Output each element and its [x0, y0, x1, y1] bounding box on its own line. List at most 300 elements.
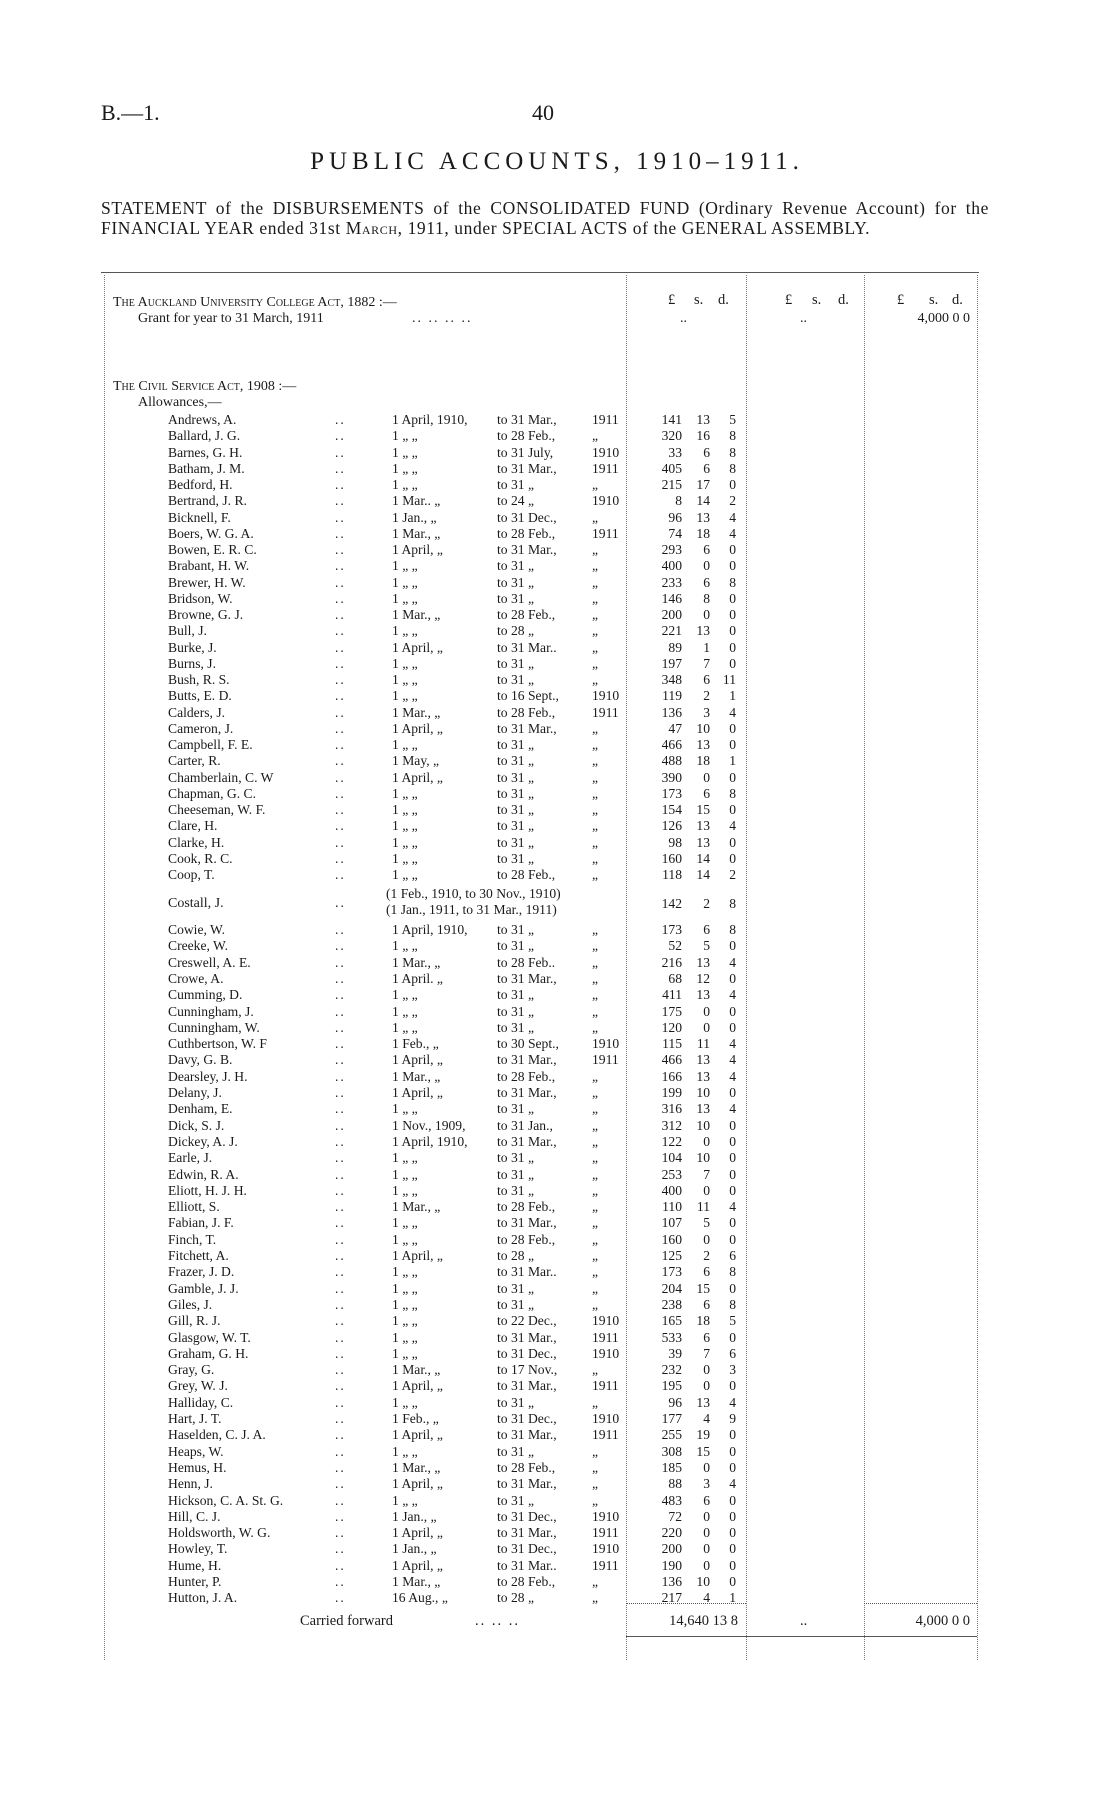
row-pence: 0 [729, 1133, 736, 1149]
row-name: Burke, J. [168, 639, 217, 655]
leader-dots: .. [335, 607, 346, 622]
row-name: Ballard, J. G. [168, 428, 241, 444]
row-pence: 2 [729, 493, 736, 509]
row-from-date: 1 Jan., „ [392, 509, 437, 525]
leader-dots: .. [335, 970, 346, 986]
row-shillings: 6 [703, 444, 710, 460]
row-pounds: 411 [662, 987, 682, 1003]
row-year: „ [592, 590, 599, 606]
row-year: „ [592, 1492, 599, 1508]
row-year: 1910 [592, 493, 620, 509]
row-pounds: 160 [661, 1231, 682, 1247]
row-shillings: 19 [696, 1427, 710, 1443]
row-from-date: 1 „ „ [392, 655, 418, 671]
row-from-date: 1 April, „ [392, 1085, 443, 1100]
row-name: Graham, G. H. [168, 1345, 249, 1361]
row-year: „ [592, 834, 599, 850]
row-shillings: 11 [696, 1199, 710, 1215]
row-shillings: 6 [703, 672, 710, 687]
row-year: „ [592, 922, 599, 937]
pound-heading: £ [668, 292, 676, 308]
table-row [0, 640, 1114, 656]
leader-dots: .. [335, 1003, 346, 1019]
leader-dots: .. [335, 1117, 346, 1133]
row-from-date: 16 Aug., „ [392, 1590, 448, 1606]
row-name: Hume, H. [168, 1557, 222, 1573]
row-to-date: to 31 Mar., [497, 1427, 557, 1443]
row-from-date: 1 April, „ [392, 1557, 443, 1573]
table-row [0, 1541, 1114, 1557]
table-row [0, 971, 1114, 987]
row-pounds: 68 [668, 970, 682, 986]
row-to-date: to 28 Feb., [497, 525, 556, 541]
row-name: Edwin, R. A. [168, 1166, 239, 1182]
row-to-date: to 31 Mar., [497, 1085, 557, 1100]
row-year: „ [592, 672, 599, 687]
row-name: Denham, E. [168, 1101, 233, 1117]
leader-dots: .. [335, 1492, 346, 1508]
row-pence: 4 [729, 1052, 736, 1068]
grant-label: Grant for year to 31 March, 1911 [138, 311, 324, 326]
row-year: „ [592, 1019, 599, 1035]
row-shillings: 6 [703, 1296, 710, 1312]
table-row [0, 1362, 1114, 1378]
row-year: 1911 [592, 1378, 619, 1394]
leader-dots: .. .. .. [475, 1613, 520, 1629]
row-year: „ [592, 639, 599, 655]
row-pounds: 533 [661, 1329, 682, 1345]
row-to-date: to 28 Feb., [497, 704, 556, 720]
row-pence: 0 [729, 477, 736, 492]
row-to-date: to 31 „ [497, 655, 534, 671]
row-year: „ [592, 1133, 599, 1149]
row-from-date: 1 „ „ [392, 1345, 418, 1361]
statement-heading [101, 198, 989, 238]
row-pence: 0 [729, 1117, 736, 1133]
row-year: „ [592, 509, 599, 525]
row-pence: 0 [729, 1525, 736, 1541]
row-from-date: 1 „ „ [392, 1019, 418, 1035]
table-row [0, 477, 1114, 493]
leader-dots: .. [335, 769, 346, 785]
leader-dots: .. [335, 867, 346, 882]
row-shillings: 14 [696, 850, 710, 866]
row-from-date: 1 „ „ [392, 1329, 418, 1345]
row-year: 1911 [592, 1525, 619, 1541]
row-name: Frazer, J. D. [168, 1264, 235, 1280]
row-year: „ [592, 1264, 599, 1280]
row-name: Heaps, W. [168, 1443, 224, 1459]
row-shillings: 0 [703, 1231, 710, 1247]
row-pounds: 141 [661, 412, 682, 427]
row-from-date: 1 April, 1910, [392, 1133, 468, 1149]
table-row [0, 1574, 1114, 1590]
row-name: Henn, J. [168, 1476, 213, 1492]
row-to-date: to 31 Dec., [497, 509, 557, 525]
row-from-date: 1 Mar.. „ [392, 493, 441, 509]
row-from-date: 1 „ „ [392, 688, 418, 704]
statement-word: CONSOLIDATED FUND [490, 198, 690, 218]
row-name: Barnes, G. H. [168, 444, 243, 460]
pence-heading: d. [838, 292, 849, 308]
row-to-date: to 31 „ [497, 1101, 534, 1117]
row-shillings: 0 [703, 1508, 710, 1524]
row-from-date: 1 Mar., „ [392, 607, 441, 622]
row-shillings: 16 [696, 428, 710, 444]
table-row [0, 1069, 1114, 1085]
row-from-date: 1 April, „ [392, 769, 443, 785]
row-shillings: 1 [703, 639, 710, 655]
table-row [0, 938, 1114, 954]
row-year: „ [592, 720, 599, 736]
row-from-date: 1 April, „ [392, 1427, 443, 1443]
row-to-date: to 31 Mar., [497, 1052, 557, 1068]
row-to-date: to 28 Feb., [497, 428, 556, 444]
page-reference: B.—1. [101, 100, 160, 125]
row-to-date: to 31 Dec., [497, 1541, 557, 1557]
leader-dots: .. [335, 1525, 346, 1541]
row-pounds: 216 [661, 954, 682, 970]
row-from-date: 1 „ „ [392, 850, 418, 866]
row-year: „ [592, 428, 599, 444]
row-shillings: 2 [703, 1248, 710, 1263]
row-name: Andrews, A. [168, 412, 237, 427]
row-shillings: 0 [703, 1182, 710, 1198]
row-pence: 0 [729, 655, 736, 671]
row-name: Brabant, H. W. [168, 558, 250, 574]
row-shillings: 13 [696, 987, 710, 1003]
leader-dots: .. [335, 802, 346, 817]
table-row [0, 1150, 1114, 1166]
row-name: Bicknell, F. [168, 509, 231, 525]
row-pence: 8 [729, 428, 736, 444]
table-row [0, 1183, 1114, 1199]
table-row [0, 1590, 1114, 1606]
row-name: Cuthbertson, W. F [168, 1036, 267, 1052]
row-name: Elliott, S. [168, 1199, 220, 1215]
table-row [0, 1509, 1114, 1525]
row-pounds: 405 [661, 460, 682, 476]
table-row [0, 1427, 1114, 1443]
table-row [0, 753, 1114, 769]
row-name: Hickson, C. A. St. G. [168, 1492, 284, 1508]
row-pence: 0 [729, 1166, 736, 1182]
row-year: „ [592, 1101, 599, 1117]
row-shillings: 0 [703, 558, 710, 574]
section-subheading: Allowances,— [138, 395, 222, 410]
row-shillings: 10 [696, 1085, 710, 1100]
row-pounds: 483 [661, 1492, 682, 1508]
row-shillings: 0 [703, 1019, 710, 1035]
leader-dots: .. [335, 737, 346, 752]
row-year: „ [592, 1150, 599, 1166]
row-year: „ [592, 1362, 599, 1378]
row-pence: 0 [729, 720, 736, 736]
leader-dots: .. [335, 785, 346, 801]
row-from-date: 1 April. „ [392, 970, 443, 986]
leader-dots: .. [335, 818, 346, 834]
table-row [0, 1395, 1114, 1411]
row-name: Bull, J. [168, 623, 207, 639]
row-pence: 4 [729, 1199, 736, 1215]
row-year: 1910 [592, 688, 620, 704]
row-pence: 0 [729, 1459, 736, 1475]
row-name: Boers, W. G. A. [168, 525, 254, 541]
row-pence: 0 [729, 1150, 736, 1166]
row-pence: 0 [729, 1329, 736, 1345]
row-year: „ [592, 850, 599, 866]
row-shillings: 6 [703, 574, 710, 590]
row-name: Hunter, P. [168, 1574, 222, 1589]
row-pounds: 293 [661, 542, 682, 557]
table-row [0, 623, 1114, 639]
row-year: „ [592, 737, 599, 752]
row-shillings: 8 [703, 590, 710, 606]
row-from-date: 1 „ „ [392, 1280, 418, 1296]
row-year: „ [592, 1443, 599, 1459]
row-shillings: 14 [696, 867, 710, 882]
row-from-date: 1 „ „ [392, 1150, 418, 1166]
table-row [0, 1346, 1114, 1362]
row-from-date: 1 „ „ [392, 1101, 418, 1117]
row-pence: 4 [729, 1394, 736, 1410]
row-from-date: 1 Mar., „ [392, 954, 441, 970]
statement-word: of the [424, 198, 491, 218]
row-year: 1911 [592, 1557, 619, 1573]
row-pounds: 160 [661, 850, 682, 866]
row-shillings: 4 [703, 1590, 710, 1606]
row-pounds: 33 [668, 444, 682, 460]
row-to-date: to 31 July, [497, 444, 554, 460]
row-from-date: 1 „ „ [392, 590, 418, 606]
row-pence: 0 [729, 834, 736, 850]
row-year: „ [592, 1574, 599, 1589]
row-year: „ [592, 785, 599, 801]
table-row [0, 461, 1114, 477]
row-pounds: 221 [661, 623, 682, 639]
act-heading: The Civil Service Act, 1908 :— [113, 379, 297, 394]
table-row [0, 1036, 1114, 1052]
row-from-date: 1 „ „ [392, 672, 418, 687]
row-pence: 5 [729, 412, 736, 427]
row-pence: 4 [729, 525, 736, 541]
row-pounds: 88 [668, 1476, 682, 1492]
row-to-date: to 31 „ [497, 850, 534, 866]
row-name: Bush, R. S. [168, 672, 230, 687]
leader-dots: .. [335, 672, 346, 687]
row-from-date: 1 „ „ [392, 1313, 418, 1329]
row-year: „ [592, 970, 599, 986]
act-heading: The Auckland University College Act, 1882 :— [113, 295, 397, 310]
row-pounds: 238 [661, 1296, 682, 1312]
row-name: Browne, G. J. [168, 607, 244, 622]
row-pounds: 312 [661, 1117, 682, 1133]
table-top-rule [101, 272, 979, 273]
row-shillings: 6 [703, 542, 710, 557]
row-name: Clare, H. [168, 818, 218, 834]
row-year: 1911 [592, 412, 619, 427]
row-to-date: to 30 Sept., [497, 1036, 559, 1052]
leader-dots: .. [335, 460, 346, 476]
row-name: Giles, J. [168, 1296, 213, 1312]
row-pence: 0 [729, 1492, 736, 1508]
row-year: „ [592, 623, 599, 639]
row-to-date: to 31 Dec., [497, 1411, 557, 1426]
row-shillings: 0 [703, 1541, 710, 1557]
row-pounds: 199 [661, 1085, 682, 1100]
leader-dots: .. [335, 1068, 346, 1084]
row-shillings: 5 [703, 1215, 710, 1231]
row-to-date: to 31 Mar., [497, 412, 557, 427]
row-year: „ [592, 769, 599, 785]
row-pounds: 390 [661, 769, 682, 785]
shilling-heading: s. [812, 292, 822, 308]
row-pence: 0 [729, 607, 736, 622]
row-pence: 0 [729, 1557, 736, 1573]
row-pence: 0 [729, 623, 736, 639]
table-row [0, 1525, 1114, 1541]
row-to-date: to 31 Jan., [497, 1117, 553, 1133]
row-year: „ [592, 542, 599, 557]
row-year: „ [592, 818, 599, 834]
row-name: Halliday, C. [168, 1394, 234, 1410]
leader-dots: .. [335, 850, 346, 866]
row-pence: 0 [729, 1378, 736, 1394]
row-pence: 3 [729, 1362, 736, 1378]
row-name: Dickey, A. J. [168, 1133, 238, 1149]
row-pence: 2 [729, 867, 736, 882]
row-to-date: to 31 Mar., [497, 720, 557, 736]
leader-dots: .. [335, 896, 346, 911]
row-shillings: 4 [703, 1411, 710, 1426]
leader-dots: .. .. .. .. [412, 311, 473, 326]
row-year: „ [592, 1590, 599, 1606]
row-name: Dearsley, J. H. [168, 1068, 248, 1084]
row-pounds: 217 [661, 1590, 682, 1606]
table-row [0, 1460, 1114, 1476]
row-shillings: 0 [703, 1459, 710, 1475]
table-row [0, 1101, 1114, 1117]
row-pence: 0 [729, 1003, 736, 1019]
row-year: „ [592, 1231, 599, 1247]
row-from-date: 1 „ „ [392, 987, 418, 1003]
row-pence: 0 [729, 1231, 736, 1247]
row-year: „ [592, 1003, 599, 1019]
row-pounds: 110 [662, 1199, 682, 1215]
table-row [0, 1411, 1114, 1427]
row-from-date: 1 April, „ [392, 1378, 443, 1394]
leader-dots: .. [335, 1459, 346, 1475]
leader-dots: .. [335, 1182, 346, 1198]
row-pounds: 119 [662, 688, 682, 704]
row-pence: 6 [729, 1345, 736, 1361]
row-name: Chamberlain, C. W [168, 769, 274, 785]
row-year: 1911 [592, 1052, 619, 1068]
row-to-date: to 31 Mar.. [497, 1557, 557, 1573]
leader-dots: .. [335, 720, 346, 736]
row-shillings: 18 [696, 1313, 710, 1329]
row-pence: 0 [729, 850, 736, 866]
row-from-date: 1 „ „ [392, 1492, 418, 1508]
row-year: „ [592, 1068, 599, 1084]
row-pounds: 118 [662, 867, 682, 882]
row-pence: 11 [722, 672, 736, 687]
table-row [0, 1052, 1114, 1068]
row-year: „ [592, 1459, 599, 1475]
row-pence: 0 [729, 542, 736, 557]
row-name: Cumming, D. [168, 987, 243, 1003]
leader-dots: .. [335, 1101, 346, 1117]
leader-dots: .. [335, 938, 346, 954]
row-from-date: 1 Jan., „ [392, 1508, 437, 1524]
row-to-date: to 28 Feb.. [497, 954, 556, 970]
row-to-date: to 31 Mar., [497, 1378, 557, 1394]
row-shillings: 15 [696, 1443, 710, 1459]
row-pounds: 200 [661, 607, 682, 622]
row-to-date: to 31 Mar., [497, 970, 557, 986]
leader-dots: .. [335, 1394, 346, 1410]
statement-word: , 1911, under [397, 218, 503, 238]
row-to-date: to 31 „ [497, 802, 534, 817]
table-row [0, 987, 1114, 1003]
row-pounds: 177 [661, 1411, 682, 1426]
table-row [0, 542, 1114, 558]
row-name: Coop, T. [168, 867, 215, 882]
leader-dots: .. [335, 509, 346, 525]
leader-dots: .. [335, 1150, 346, 1166]
row-from-date: 1 April, „ [392, 542, 443, 557]
row-pounds: 197 [661, 655, 682, 671]
table-row [0, 591, 1114, 607]
leader-dots: .. [335, 1036, 346, 1052]
row-name: Cowie, W. [168, 922, 226, 937]
row-from-date: 1 April, „ [392, 639, 443, 655]
row-pounds: 136 [661, 704, 682, 720]
table-row [0, 1493, 1114, 1509]
row-year: 1910 [592, 1411, 620, 1426]
row-to-date: to 31 Mar., [497, 542, 557, 557]
leader-dots: .. [335, 1443, 346, 1459]
row-pence: 6 [729, 1248, 736, 1263]
row-pence: 1 [729, 1590, 736, 1606]
row-pounds: 215 [661, 477, 682, 492]
row-pounds: 185 [661, 1459, 682, 1475]
row-shillings: 2 [703, 896, 710, 911]
row-shillings: 13 [696, 623, 710, 639]
leader-dots: .. [335, 639, 346, 655]
row-pence: 0 [729, 938, 736, 954]
row-name: Crowe, A. [168, 970, 224, 986]
row-from-date: 1 Mar., „ [392, 1574, 441, 1589]
table-row [0, 818, 1114, 834]
leader-dots: .. [335, 1427, 346, 1443]
row-shillings: 13 [696, 1394, 710, 1410]
row-pounds: 89 [668, 639, 682, 655]
row-pence: 8 [729, 574, 736, 590]
row-to-date: to 31 „ [497, 1003, 534, 1019]
pound-heading: £ [785, 292, 793, 308]
table-row [0, 1248, 1114, 1264]
row-pounds: 39 [668, 1345, 682, 1361]
row-name: Bowen, E. R. C. [168, 542, 257, 557]
row-name: Howley, T. [168, 1541, 228, 1557]
row-shillings: 6 [703, 922, 710, 937]
row-to-date: to 31 Mar., [497, 1329, 557, 1345]
row-name: Delany, J. [168, 1085, 222, 1100]
row-shillings: 2 [703, 688, 710, 704]
row-pounds: 190 [661, 1557, 682, 1573]
row-year: „ [592, 1166, 599, 1182]
